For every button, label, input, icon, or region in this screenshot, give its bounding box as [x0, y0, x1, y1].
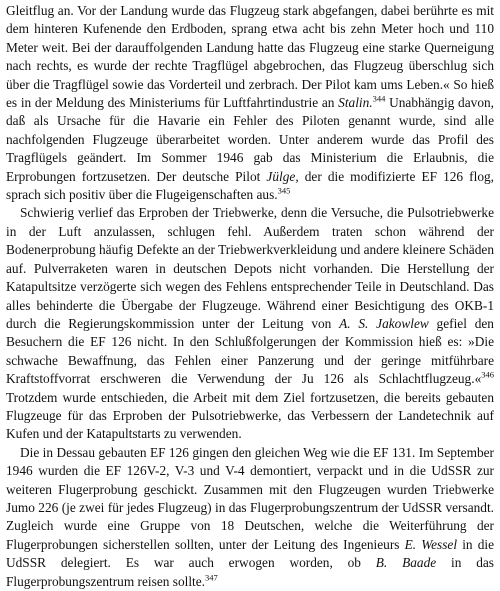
italic-name-jakowlew: A. S. Jakowlew: [339, 315, 429, 331]
text-run: in die UdSSR delegiert. Es war auch erwogen worden, ob: [6, 536, 494, 571]
text-run: Trotzdem wurde entschieden, die Arbeit mit dem Ziel fortzusetzen, die bereits gebauten Flugzeuge für das Erproben der Pulsotriebwerke, das Verbessern der Landetechnik auf Kufen und der Katapultstarts zu verwenden.: [6, 389, 494, 442]
paragraph-3: [6, 444, 494, 591]
text-run: Unabhängig davon, daß als Ursache für die Havarie ein Fehler des Piloten genannt wurde, sind alle nachfolgenden Flugzeuge überarbeitet worden. Unter anderem wurde das Profil des Tragflügels geändert. Im Sommer 1946 gab das Ministerium die Erlaubnis, die Erprobungen fortzusetzen. Der deutsche Pilot: [6, 95, 494, 184]
footnote-ref-344: 344: [372, 93, 386, 104]
paragraph-1: [6, 2, 494, 204]
footnote-ref-345: 345: [277, 185, 291, 196]
text-run: Schwierig verlief das Erproben der Triebwerke, denn die Versuche, die Pulsotriebwerke in der Luft anzulassen, schlugen fehl. Außerdem traten schon während der Bodenerprobung häufig Defekte an der Triebwerkverkleidung und andere kleinere Schäden auf. Pulverraketen waren in deutschen Depots nicht vorhanden. Die Herstellung der Katapultsitze verzögerte sich wegen des Fehlens entsprechender Teile in Deutschland. Das alles behinderte die Übergabe der Flugzeuge. Während einer Besichtigung des OKB-1 durch die Regierungskommission unter der Leitung von: [6, 205, 494, 331]
italic-name-stalin: Stalin.: [338, 95, 373, 111]
italic-name-baade: B. Baade: [375, 555, 437, 571]
text-run: Gleitflug an. Vor der Landung wurde das Flugzeug stark abgefangen, dabei berührte es mit dem hinteren Kufenende den Erdboden, sprang etwa acht bis zehn Meter hoch und 110 Meter weit. Bei der darauffolgenden Landung hatte das Flugzeug eine starke Querneigung nach rechts, es wurde der rechte Tragflügel abgebrochen, das Flugzeug überschlug sich über die Tragflügel sowie das Vorderteil und zerbrach. Der Pilot kam ums Leben.« So hieß es in der Meldung des Ministeriums für Luftfahrtindustrie an: [6, 3, 494, 111]
paragraph-2: [6, 204, 494, 443]
text-run: der die modifizierte EF 126 flog, sprach sich positiv über die Flugeigenschaften aus.: [6, 168, 495, 203]
italic-name-wessel: E. Wessel: [404, 536, 458, 552]
italic-name-juelge: Jülge,: [266, 168, 299, 184]
text-run: Die in Dessau gebauten EF 126 gingen den gleichen Weg wie die EF 131. Im September 1946 wurden die EF 126V-2, V-3 und V-4 demontiert, verpackt und in die UdSSR zur weiteren Flugerprobung geschickt. Zusammen mit den Flugzeugen wurden Triebwerke Jumo 226 (je zwei für jedes Flugzeug) in das Flugerprobungszentrum der UdSSR versandt. Zugleich wurde eine Gruppe von 18 Deutschen, welche die Weiterführung der Flugerprobungen sicherstellen sollten, unter der Leitung des Ingenieurs: [6, 444, 494, 552]
footnote-ref-346: 346: [481, 369, 494, 380]
text-run: gefiel den Besuchern die EF 126 nicht. In den Schlußfolgerungen der Kommission hieß es: »Die schwache Bewaffnung, das Fehlen einer Panzerung und der geringe mitführbare Kraftstoffvorrat erschweren die Verwendung der Ju 126 als Schlachtflugzeug.«: [6, 315, 494, 387]
footnote-ref-347: 347: [205, 572, 218, 583]
book-page-text: [6, 2, 494, 591]
text-run: in das Flugerprobungszentrum reisen sollte.: [6, 555, 494, 589]
